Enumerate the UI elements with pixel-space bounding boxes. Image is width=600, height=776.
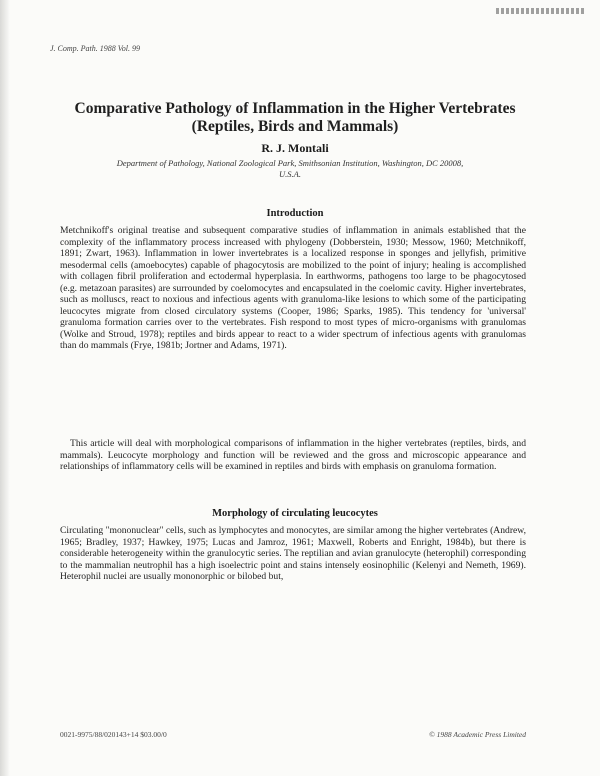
section-heading-morphology: Morphology of circulating leucocytes [212,508,378,519]
morphology-paragraph-1: Circulating "mononuclear" cells, such as lymphocytes and monocytes, are similar among the higher vertebrates (Andrew, 1965; Bradley, 1937; Hawkey, 1975; Lucas and Jamroz, 1961; Maxwell, Roberts and Enright, 1984b), but there is considerable heterogeneity within the granulocytic series. The reptilian and avian granulocyte (heterophil) corresponding to the mammalian neutrophil has a high isoelectric point and stains intensely eosinophilic (Kelenyi and Nemeth, 1969). Heterophil nuclei are usually mononorphic or bilobed but, [60,525,526,582]
article-title: Comparative Pathology of Inflammation in the Higher Vertebrates (Reptiles, Birds and Mammals) [74,100,516,135]
footer-copyright: © 1988 Academic Press Limited [429,730,526,739]
author-name: R. J. Montali [261,141,329,155]
author-affiliation: Department of Pathology, National Zoological Park, Smithsonian Institution, Washington, DC 20008, U.S.A. [116,158,464,179]
intro-paragraph-2: This article will deal with morphological comparisons of inflammation in the higher vertebrates (reptiles, birds, and mammals). Leucocyte morphology and function will be reviewed and the gross and microscopic appearance and relationships of inflammatory cells will be examined in reptiles and birds with emphasis on granuloma formation. [60,438,526,472]
footer-issn: 0021-9975/88/020143+14 $03.00/0 [60,730,167,739]
journal-reference: J. Comp. Path. 1988 Vol. 99 [50,44,140,53]
scan-corner-mark [496,8,584,14]
scan-edge [0,0,10,776]
intro-paragraph-1: Metchnikoff's original treatise and subsequent comparative studies of inflammation in animals established that the complexity of the inflammatory process increased with phylogeny (Dobberstein, 1930; Messow, 1960; Metchnikoff, 1891; Zwart, 1963). Inflammation in lower invertebrates is a localized response in sponges and jellyfish, primitive mesodermal cells (amoebocytes) capable of phagocytosis are mobilized to the point of injury; healing is accomplished with collagen fibril proliferation and ectodermal hyperplasia. In earthworms, pathogens too large to be phagocytosed (e.g. metazoan parasites) are surrounded by coelomocytes and encapsulated in the coelomic cavity. Higher invertebrates, such as molluscs, react to noxious and infectious agents with granuloma-like lesions to which some of the participating leucocytes migrate from closed circulatory systems (Cooper, 1986; Sparks, 1985). This tendency for 'universal' granuloma formation carries over to the vertebrates. Fish respond to most types of micro-organisms with granulomas (Wolke and Stroud, 1978); reptiles and birds appear to react to a wider spectrum of infectious agents with granulomas than do mammals (Frye, 1981b; Jortner and Adams, 1971). [60,225,526,351]
section-heading-introduction: Introduction [266,208,324,219]
